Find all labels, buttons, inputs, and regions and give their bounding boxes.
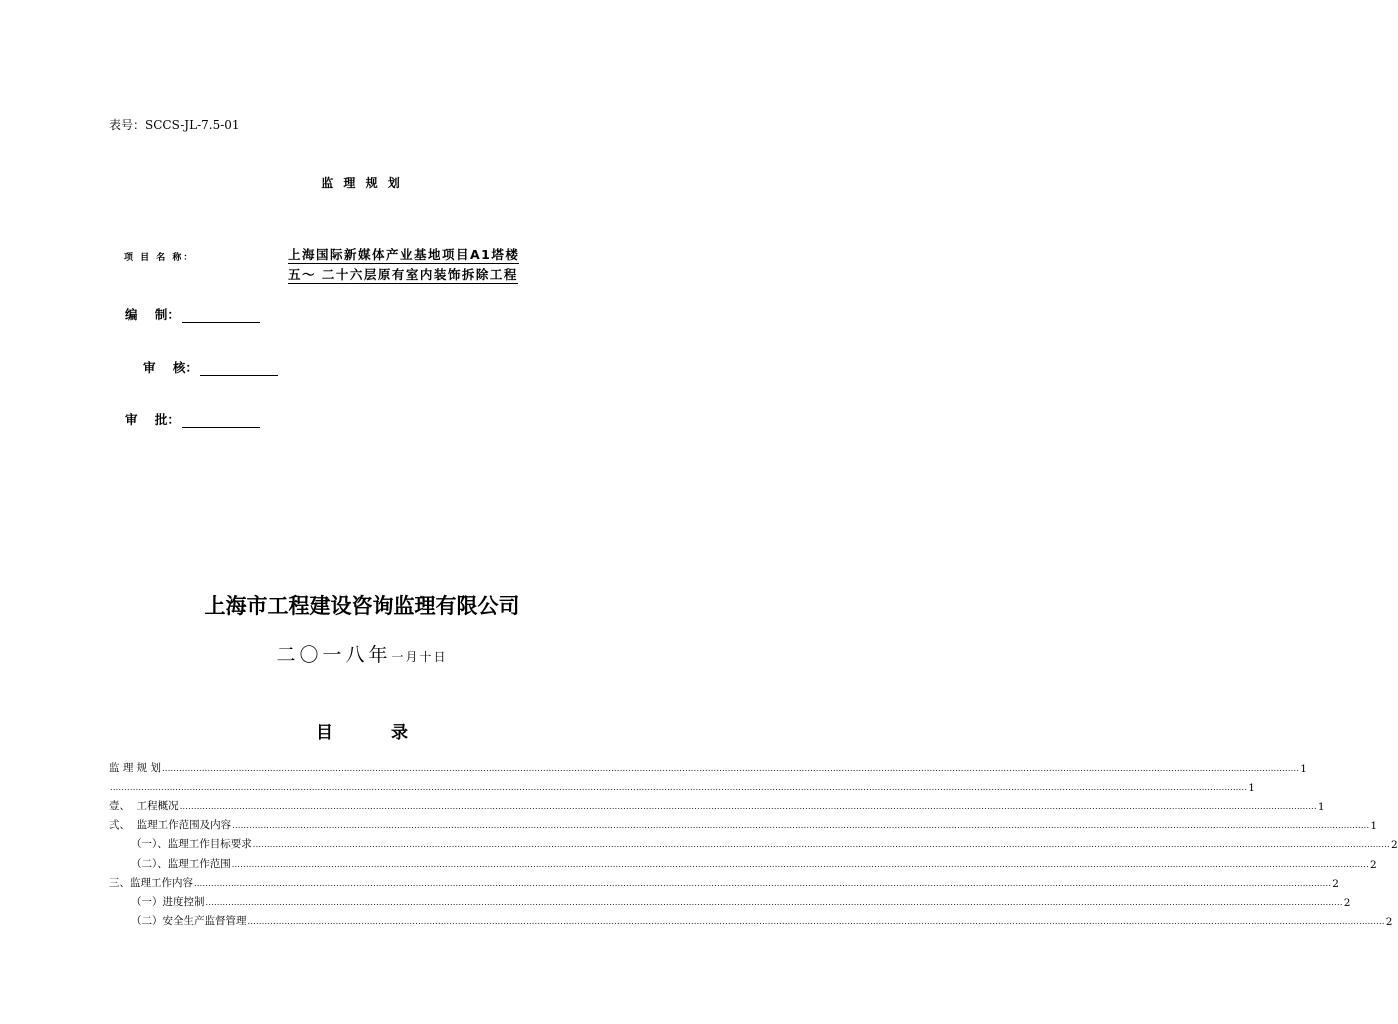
toc-entry-page: 2	[1385, 915, 1393, 928]
toc-entry-title: 监 理 规 划	[109, 762, 162, 775]
toc-entry[interactable]	[109, 794, 1325, 814]
date-year: 二〇一八年	[276, 644, 392, 666]
approve-label: 审 批：	[125, 412, 180, 427]
document-title: 监 理 规 划	[321, 176, 403, 190]
toc-entry[interactable]	[109, 871, 1339, 890]
review-signature-line	[200, 361, 278, 376]
toc-entry[interactable]	[109, 890, 1351, 909]
table-of-contents	[109, 756, 1398, 928]
toc-entry-title: （一）进度控制	[131, 895, 205, 908]
issue-date	[0, 640, 724, 667]
form-number: 表号：SCCS-JL-7.5-01	[109, 118, 240, 132]
toc-entry[interactable]	[109, 832, 1398, 852]
date-month-day: 一月十日	[391, 650, 448, 664]
toc-leader: ................................................................................................................................................................................................................................................................................................................................................................................................................	[252, 840, 1390, 850]
review-label: 审 核：	[143, 360, 198, 375]
toc-entry[interactable]	[109, 775, 1255, 795]
toc-entry-page: 2	[1343, 896, 1351, 909]
toc-leader: ................................................................................................................................................................................................................................................................................................................................................................................................................	[194, 878, 1332, 888]
compile-label: 编 制：	[125, 307, 180, 322]
toc-entry-title: 壹、 工程概况	[109, 800, 179, 813]
toc-entry-title: （二）、监理工作范围	[131, 857, 231, 870]
toc-leader: ................................................................................................................................................................................................................................................................................................................................................................................................................	[110, 783, 1248, 793]
project-name-label: 项 目 名 称：	[124, 253, 195, 263]
compile-signature	[125, 305, 260, 323]
toc-entry-page: 2	[1332, 877, 1339, 890]
toc-entry[interactable]	[109, 909, 1393, 928]
toc-entry[interactable]	[109, 851, 1377, 871]
project-name-line-2: 五～ 二十六层原有室内装饰拆除工程	[288, 267, 518, 282]
toc-leader: ................................................................................................................................................................................................................................................................................................................................................................................................................	[205, 897, 1343, 907]
toc-entry-title: 三、监理工作内容	[109, 876, 193, 889]
approve-signature-line	[182, 413, 260, 428]
toc-entry-page: 1	[1370, 820, 1378, 833]
project-name-line-1: 上海国际新媒体产业基地项目A1塔楼	[288, 247, 520, 262]
toc-leader: ................................................................................................................................................................................................................................................................................................................................................................................................................	[232, 821, 1370, 831]
review-signature	[143, 358, 278, 376]
toc-entry-page: 1	[1300, 763, 1307, 776]
toc-leader: ................................................................................................................................................................................................................................................................................................................................................................................................................	[162, 764, 1300, 774]
toc-leader: ................................................................................................................................................................................................................................................................................................................................................................................................................	[231, 859, 1369, 869]
toc-title: 目 录	[316, 723, 434, 743]
company-name: 上海市工程建设咨询监理有限公司	[204, 594, 520, 618]
toc-entry-title: 弍、 监理工作范围及内容	[109, 819, 232, 832]
approve-signature	[125, 410, 260, 428]
toc-entry-page: 2	[1390, 839, 1398, 852]
toc-entry[interactable]	[109, 756, 1307, 776]
toc-entry[interactable]	[109, 813, 1378, 833]
toc-entry-title: （一）、监理工作目标要求	[131, 838, 252, 851]
toc-entry-page: 1	[1248, 782, 1255, 795]
toc-entry-title: （二）安全生产监督管理	[131, 914, 247, 927]
compile-signature-line	[182, 308, 260, 323]
toc-entry-page: 2	[1369, 858, 1377, 871]
toc-entry-page: 1	[1317, 801, 1325, 814]
toc-leader: ................................................................................................................................................................................................................................................................................................................................................................................................................	[179, 802, 1317, 812]
toc-leader: ................................................................................................................................................................................................................................................................................................................................................................................................................	[247, 916, 1385, 926]
